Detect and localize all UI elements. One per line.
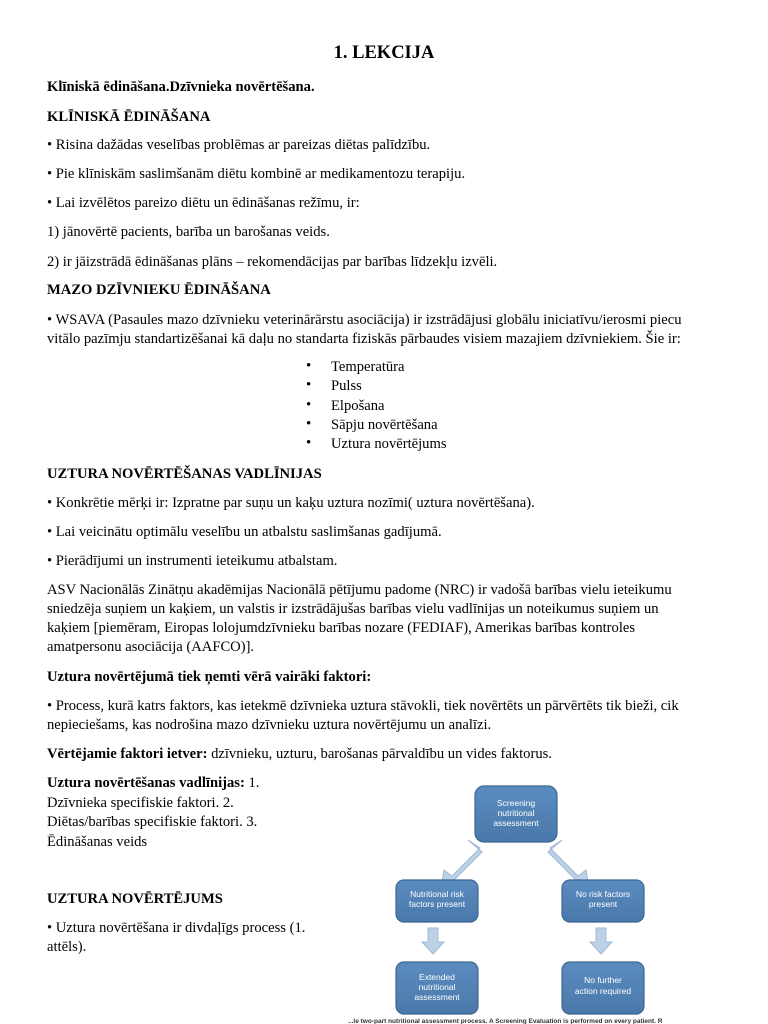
guidelines-text: Diētas/barības specifiskie faktori. 3. xyxy=(47,814,258,830)
guidelines-text: 1. xyxy=(244,775,260,791)
page-title: 1. LEKCIJA xyxy=(333,43,435,63)
extended-assessment-box xyxy=(396,962,478,1014)
list-item: • Elpošana xyxy=(304,397,447,416)
list-item: • Uztura novērtējums xyxy=(304,435,447,454)
paragraph-line: • Process, kurā katrs faktors, kas ietekmē dzīvnieka uztura stāvokli, tiek novērtēts un pārvērtēts tik bieži, cik xyxy=(47,698,679,714)
vital-signs-list xyxy=(304,358,447,454)
box-label: action required xyxy=(574,986,632,996)
factors-paragraph xyxy=(47,745,727,765)
box-label: nutritional xyxy=(418,982,456,992)
screening-box xyxy=(475,786,557,842)
paragraph-line: nepieciešams, kas nodrošina mazo dzīvnieku uztura novērtējumu un analīzi. xyxy=(47,717,492,733)
paragraph: 2) ir jāizstrādā ēdināšanas plāns – rekomendācijas par barības līdzekļu izvēli. xyxy=(47,254,498,270)
paragraph-line: • WSAVA (Pasaules mazo dzīvnieku veterinārārstu asociācija) ir izstrādājusi globālu iniciatīvu/ierosmi piecu xyxy=(47,312,682,328)
box-label: present xyxy=(588,899,618,909)
box-label: factors present xyxy=(408,899,466,909)
paragraph-line: vitālo pazīmju standartizēšanai kā daļu no standarta fiziskās pārbaudes visiem mazajiem dzīvniekiem. Šie ir: xyxy=(47,331,681,347)
no-action-box xyxy=(562,962,644,1014)
box-label: No further xyxy=(584,975,622,985)
list-item: • Sāpju novērtēšana xyxy=(304,416,447,435)
paragraph: • Lai veicinātu optimālu veselību un atbalstu saslimšanas gadījumā. xyxy=(47,524,442,540)
list-item: • Pulss xyxy=(304,377,447,396)
nutritional-assessment-flowchart xyxy=(340,780,768,1024)
paragraph: • Pierādījumi un instrumenti ieteikumu atbalstam. xyxy=(47,553,338,569)
paragraph-line: amatpersonu asociācija (AAFCO)]. xyxy=(47,639,255,655)
paragraph: • Risina dažādas veselības problēmas ar pareizas diētas palīdzību. xyxy=(47,137,431,153)
guidelines-label: Uztura novērtēšanas vadlīnijas: xyxy=(47,775,245,791)
paragraph: 1) jānovērtē pacients, barība un barošanas veids. xyxy=(47,224,330,240)
paragraph-line: kaķiem [piemēram, Eiropas lolojumdzīvnieku barības nozare (FEDIAF), Amerikas barības kontroles xyxy=(47,620,636,636)
section-heading-small-animal-feeding: MAZO DZĪVNIEKU ĒDINĀŠANA xyxy=(47,282,271,298)
arrow-down xyxy=(590,928,612,954)
box-label: Nutritional risk xyxy=(410,889,464,899)
factors-label: Vērtējamie faktori ietver: xyxy=(47,746,208,762)
section-heading-nutrition-guidelines: UZTURA NOVĒRTĒŠANAS VADLĪNIJAS xyxy=(47,466,322,482)
bold-paragraph: Uztura novērtējumā tiek ņemti vērā vairāki faktori: xyxy=(47,669,372,685)
box-label: Extended xyxy=(419,972,455,982)
guidelines-block xyxy=(47,774,337,852)
box-label: assessment xyxy=(414,992,460,1002)
paragraph-line: sniedzēja suņiem un kaķiem, un valstis ir izstrādājušas barības vielu vadlīnijas un noteikumus suņiem un xyxy=(47,601,659,617)
factors-text: dzīvnieku, uzturu, barošanas pārvaldību un vides faktorus. xyxy=(207,746,552,762)
guidelines-text: Ēdināšanas veids xyxy=(47,833,148,850)
lecture-subtitle: Klīniskā ēdināšana.Dzīvnieka novērtēšana. xyxy=(47,79,315,95)
box-label: No risk factors xyxy=(575,889,631,899)
no-risk-box xyxy=(562,880,644,922)
paragraph-line: ASV Nacionālās Zinātņu akadēmijas Nacionālā pētījumu padome (NRC) ir vadošā barības vielu ieteikumu xyxy=(47,582,672,598)
paragraph: • Lai izvēlētos pareizo diētu un ēdināšanas režīmu, ir: xyxy=(47,195,360,211)
box-label: assessment xyxy=(493,818,539,828)
section-heading-nutrition-assessment: UZTURA NOVĒRTĒJUMS xyxy=(47,891,223,907)
figure-caption: ...le two-part nutritional assessment process. A Screening Evaluation is performed on every patient. R xyxy=(348,1018,663,1024)
paragraph: • Pie klīniskām saslimšanām diētu kombinē ar medikamentozu terapiju. xyxy=(47,166,466,182)
section-heading-clinical-feeding: KLĪNISKĀ ĒDINĀŠANA xyxy=(47,109,211,125)
guidelines-text: Dzīvnieka specifiskie faktori. 2. xyxy=(47,794,234,811)
list-item: • Temperatūra xyxy=(304,358,447,377)
box-label: nutritional xyxy=(497,808,535,818)
paragraph-line: • Uztura novērtēšana ir divdaļīgs process (1. xyxy=(47,920,306,936)
paragraph-line: attēls). xyxy=(47,939,87,955)
box-label: Screening xyxy=(496,798,536,808)
risk-present-box xyxy=(396,880,478,922)
arrow-down xyxy=(422,928,444,954)
paragraph: • Konkrētie mērķi ir: Izpratne par suņu un kaķu uztura nozīmi( uztura novērtēšana). xyxy=(47,495,535,511)
